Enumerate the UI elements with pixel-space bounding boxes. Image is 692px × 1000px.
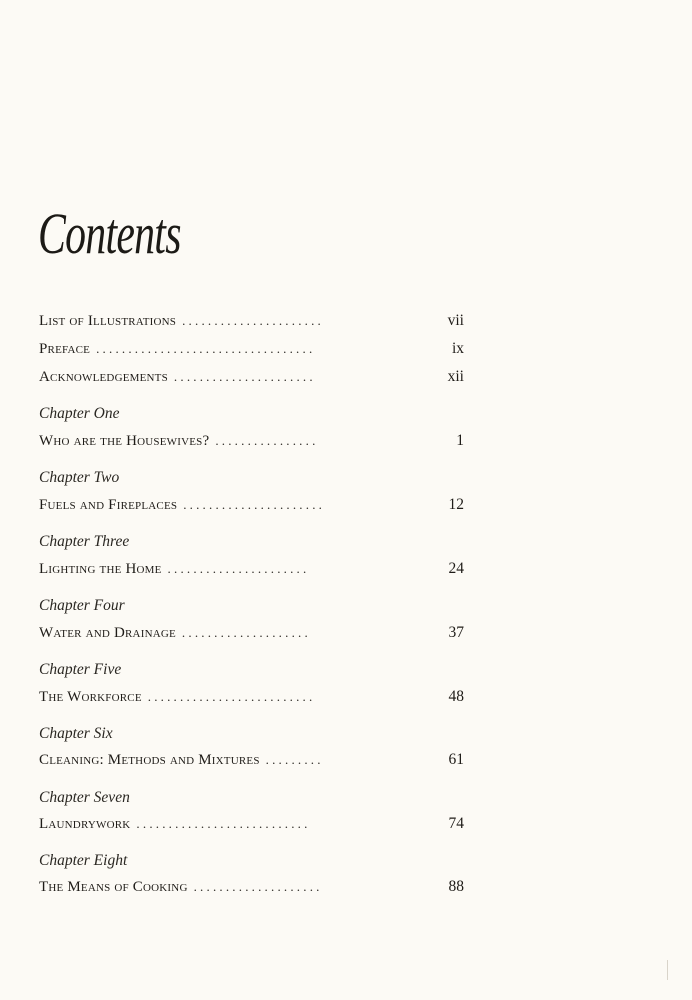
dot-leader: .................... <box>181 625 311 640</box>
toc-page-number: 24 <box>448 560 464 577</box>
dot-leader: ...................... <box>182 313 324 328</box>
toc-page-number: 48 <box>448 688 464 705</box>
toc-entry-acknowledgements[interactable] <box>39 368 464 388</box>
toc-entry-label: Preface <box>39 341 91 357</box>
toc-page-number: 74 <box>448 815 464 832</box>
toc-entry-label: Laundrywork <box>39 816 131 832</box>
dot-leader: .......................... <box>147 689 316 704</box>
dot-leader: ......... <box>265 752 324 767</box>
dot-leader: ........................... <box>136 816 311 831</box>
toc-entry-label: Lighting the Home <box>39 561 162 577</box>
chapter-number-label: Chapter One <box>39 405 120 422</box>
toc-entry-label: Cleaning: Methods and Mixtures <box>39 752 260 768</box>
toc-entry-chapter-two[interactable] <box>39 496 464 516</box>
dot-leader: ...................... <box>167 561 310 576</box>
toc-page-number: xii <box>447 368 464 385</box>
chapter-number-label: Chapter Four <box>39 597 125 614</box>
chapter-number-label: Chapter Seven <box>39 789 130 806</box>
toc-entry-label: Who are the Housewives? <box>39 433 210 449</box>
toc-entry-list-of-illustrations[interactable] <box>39 312 464 332</box>
toc-entry-chapter-five[interactable] <box>39 688 464 708</box>
chapter-number-label: Chapter Three <box>39 533 130 550</box>
toc-entry-label: Acknowledgements <box>39 369 168 385</box>
toc-page-number: 37 <box>448 624 464 641</box>
toc-entry-label: The Workforce <box>39 689 142 705</box>
toc-entry-chapter-three[interactable] <box>39 560 464 580</box>
toc-entry-chapter-eight[interactable] <box>39 878 464 898</box>
toc-entry-label: List of Illustrations <box>39 313 177 329</box>
chapter-number-label: Chapter Two <box>39 469 120 486</box>
dot-leader: .................................. <box>96 341 316 356</box>
toc-entry-label: Water and Drainage <box>39 625 176 641</box>
toc-entry-label: Fuels and Fireplaces <box>39 497 178 513</box>
toc-page-number: 12 <box>448 496 464 513</box>
chapter-number-label: Chapter Five <box>39 661 122 678</box>
toc-page-number: 1 <box>456 432 464 449</box>
toc-page-number: vii <box>447 312 464 329</box>
chapter-number-label: Chapter Eight <box>39 852 128 869</box>
toc-page-number: 88 <box>448 878 464 895</box>
scan-edge-mark <box>667 960 668 980</box>
dot-leader: ................ <box>215 433 319 448</box>
toc-entry-chapter-seven[interactable] <box>39 815 464 835</box>
dot-leader: ...................... <box>183 497 326 512</box>
chapter-number-label: Chapter Six <box>39 725 113 742</box>
toc-entry-chapter-six[interactable] <box>39 751 464 771</box>
page-title: Contents <box>38 201 181 266</box>
toc-entry-preface[interactable] <box>39 340 464 360</box>
toc-page-number: ix <box>451 340 464 357</box>
toc-page-number: 61 <box>448 751 464 768</box>
toc-entry-chapter-four[interactable] <box>39 624 464 644</box>
toc-entry-label: The Means of Cooking <box>39 879 188 895</box>
dot-leader: ...................... <box>173 369 316 384</box>
toc-entry-chapter-one[interactable] <box>39 432 464 452</box>
dot-leader: .................... <box>193 879 323 894</box>
